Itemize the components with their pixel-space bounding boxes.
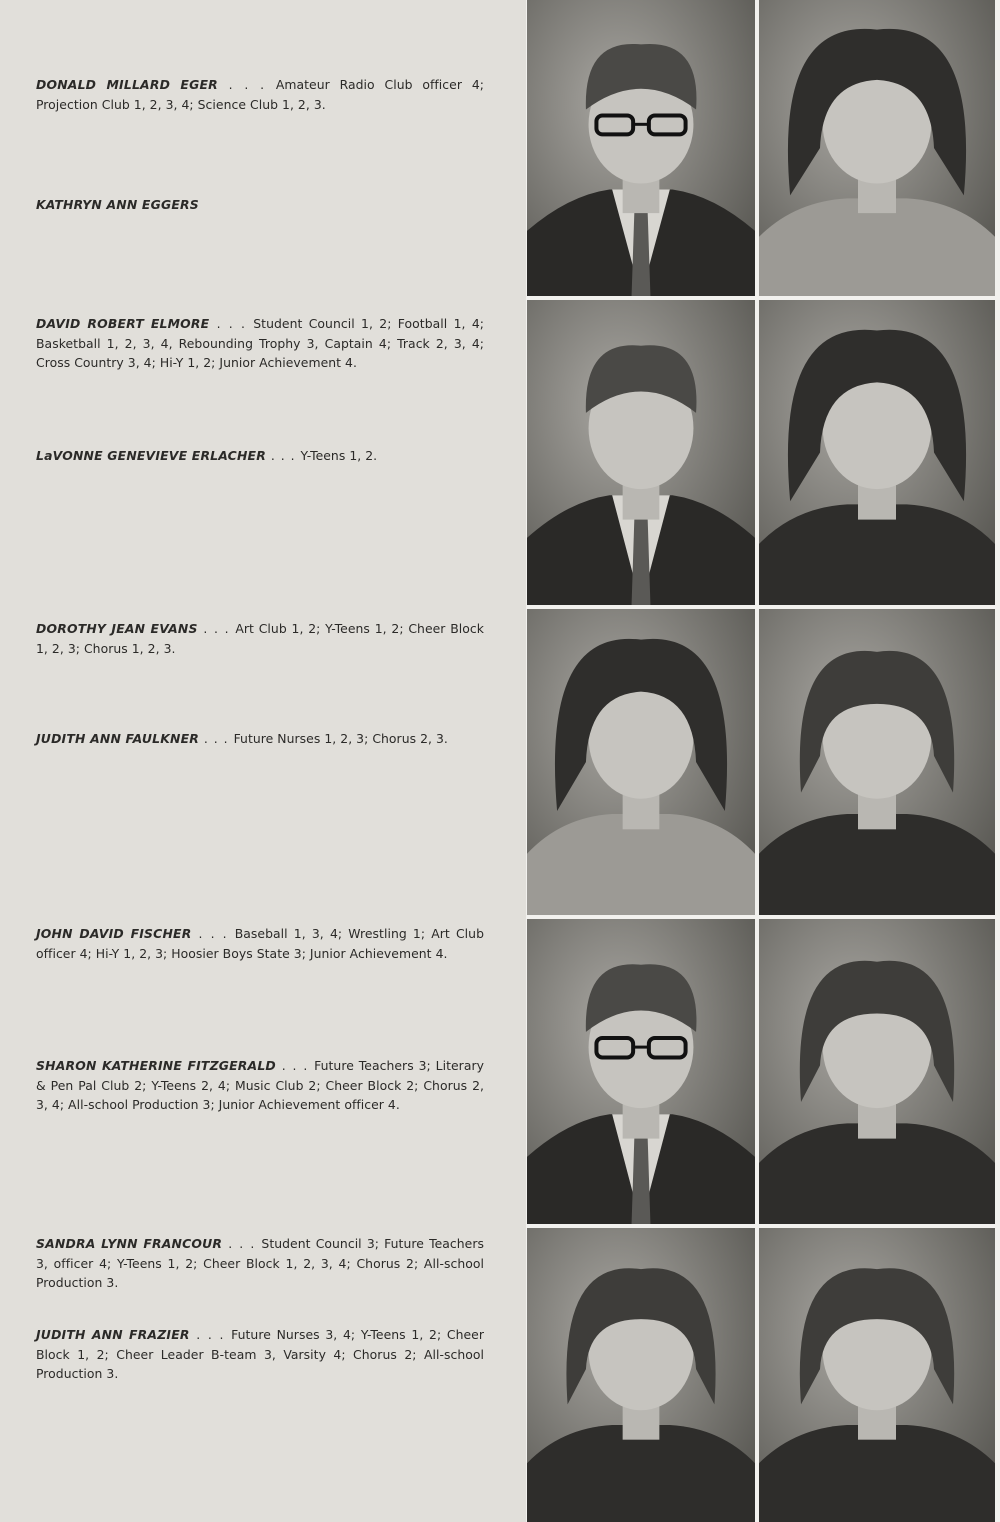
name-separator: . . .	[197, 621, 236, 636]
activities-text: Future Teachers 3; Literary & Pen Pal Club 2; Y-Teens 2, 4; Music Club 2; Cheer Block 2; Chorus 2, 3, 4; All-school Production 3; Junior Achievement officer 4.	[36, 1058, 484, 1112]
student-name: JUDITH ANN FRAZIER	[36, 1327, 190, 1342]
student-name: DOROTHY JEAN EVANS	[36, 621, 198, 636]
name-separator: . . .	[265, 448, 301, 463]
photo-grid	[526, 0, 1000, 1522]
student-name: KATHRYN ANN EGGERS	[36, 197, 199, 212]
student-name: JUDITH ANN FAULKNER	[36, 731, 199, 746]
portrait-sharon-katherine-fitzgerald	[759, 919, 995, 1224]
entry-sharon-fitzgerald	[36, 1056, 484, 1115]
name-separator: . . .	[191, 926, 235, 941]
name-separator: . . .	[198, 731, 234, 746]
portrait-donald-millard-eger	[527, 0, 755, 296]
entry-dorothy-evans	[36, 619, 484, 658]
portrait-judith-ann-frazier	[759, 1228, 995, 1522]
name-separator: . . .	[189, 1327, 232, 1342]
activities-text: Student Council 3; Future Teachers 3, officer 4; Y-Teens 1, 2; Cheer Block 1, 2, 3, 4; Chorus 2; All-school Production 3.	[36, 1236, 484, 1290]
activities-text: Baseball 1, 3, 4; Wrestling 1; Art Club officer 4; Hi-Y 1, 2, 3; Hoosier Boys State 3; Junior Achievement 4.	[36, 926, 484, 961]
entry-john-fischer	[36, 924, 484, 963]
portrait-john-david-fischer	[527, 919, 755, 1224]
student-name: DAVID ROBERT ELMORE	[36, 316, 210, 331]
name-separator: . . .	[209, 316, 254, 331]
entry-judith-faulkner	[36, 729, 484, 749]
entry-lavonne-erlacher	[36, 446, 484, 466]
entry-david-elmore	[36, 314, 484, 373]
activities-text: Y-Teens 1, 2.	[300, 448, 378, 463]
student-name: DONALD MILLARD EGER	[36, 77, 218, 92]
entry-sandra-francour	[36, 1234, 484, 1293]
activities-text: Student Council 1, 2; Football 1, 4; Basketball 1, 2, 3, 4, Rebounding Trophy 3, Captain 4; Track 2, 3, 4; Cross Country 3, 4; Hi-Y 1, 2; Junior Achievement 4.	[36, 316, 485, 370]
portrait-judith-ann-faulkner	[759, 609, 995, 915]
entry-judith-frazier	[36, 1325, 484, 1384]
student-name: JOHN DAVID FISCHER	[36, 926, 192, 941]
activities-text: Future Nurses 1, 2, 3; Chorus 2, 3.	[233, 731, 448, 746]
student-name: SANDRA LYNN FRANCOUR	[36, 1236, 223, 1251]
activities-text: Future Nurses 3, 4; Y-Teens 1, 2; Cheer Block 1, 2; Cheer Leader B-team 3, Varsity 4; Chorus 2; All-school Production 3.	[36, 1327, 485, 1381]
name-separator: . . .	[217, 77, 276, 92]
activities-text: Art Club 1, 2; Y-Teens 1, 2; Cheer Block 1, 2, 3; Chorus 1, 2, 3.	[36, 621, 484, 656]
entry-donald-eger	[36, 75, 484, 114]
name-separator: . . .	[275, 1058, 315, 1073]
student-name: LaVONNE GENEVIEVE ERLACHER	[36, 448, 266, 463]
portrait-kathryn-ann-eggers	[759, 0, 995, 296]
portrait-dorothy-jean-evans	[527, 609, 755, 915]
name-separator: . . .	[222, 1236, 262, 1251]
student-name: SHARON KATHERINE FITZGERALD	[36, 1058, 276, 1073]
portrait-lavonne-genevieve-erlacher	[759, 300, 995, 605]
activities-text: Amateur Radio Club officer 4; Projection Club 1, 2, 3, 4; Science Club 1, 2, 3.	[36, 77, 484, 112]
portrait-sandra-lynn-francour	[527, 1228, 755, 1522]
entry-kathryn-eggers	[36, 195, 484, 215]
portrait-david-robert-elmore	[527, 300, 755, 605]
